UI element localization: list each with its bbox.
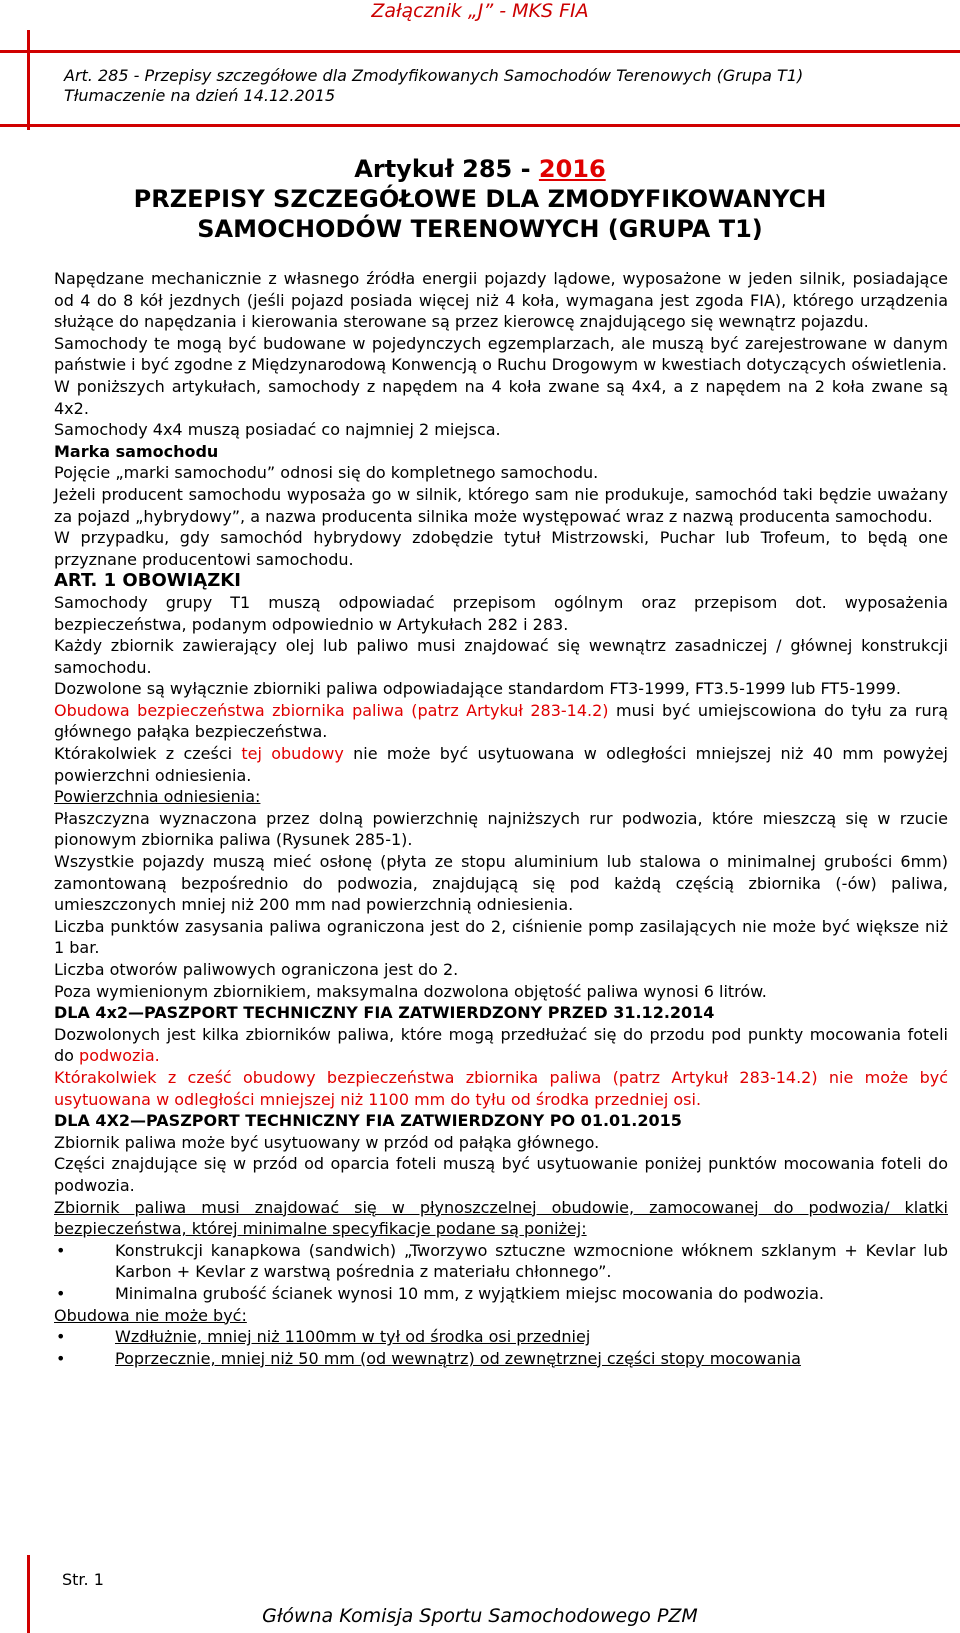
list-item-text: Minimalna grubość ścianek wynosi 10 mm, z wyjątkiem miejsc mocowania do podwozia. bbox=[115, 1283, 824, 1303]
paragraph: Samochody grupy T1 muszą odpowiadać przepisom ogólnym oraz przepisom dot. wyposażenia bezpieczeństwa, podanym odpowiednio w Artykułach 282 i 283. bbox=[54, 592, 948, 634]
paragraph: Części znajdujące się w przód od oparcia foteli muszą być usytuowanie poniżej punktów mocowania foteli do podwozia. bbox=[54, 1154, 948, 1195]
paragraph bbox=[54, 1024, 948, 1067]
text: Dozwolonych jest kilka zbiorników paliwa, które mogą przedłużać się do przodu pod punkty mocowania foteli do bbox=[54, 1024, 948, 1066]
paragraph: Płaszczyzna wyznaczona przez dolną powierzchnię najniższych rur podwozia, które mieszczą się w rzucie pionowym zbiornika paliwa (Rysunek 285-1). bbox=[54, 808, 948, 850]
paragraph: Samochody 4x4 muszą posiadać co najmniej 2 miejsca. bbox=[54, 420, 501, 440]
text: Którakolwiek z cześci bbox=[54, 744, 242, 764]
paragraph: Samochody te mogą być budowane w pojedynczych egzemplarzach, ale muszą być zarejestrowane w danym państwie i być zgodne z Międzynarodową Konwencją o Ruchu Drogowym w kwestiach dotyczących oświetlenia. bbox=[54, 333, 948, 375]
bullet-icon: • bbox=[56, 1283, 66, 1303]
title-line-2: PRZEPISY SZCZEGÓŁOWE DLA ZMODYFIKOWANYCH bbox=[133, 185, 827, 213]
list-item bbox=[54, 1348, 948, 1370]
section-heading-marka: Marka samochodu bbox=[54, 441, 219, 461]
paragraph-underlined: Zbiornik paliwa musi znajdować się w płynoszczelnej obudowie, zamocowanej do podwozia/ klatki bezpieczeństwa, której minimalne specyfikacje podane są poniżej: bbox=[54, 1197, 948, 1239]
left-rule bbox=[27, 30, 30, 130]
title-year: 2016 bbox=[538, 155, 606, 183]
paragraph bbox=[54, 743, 948, 786]
section-heading-4x2-before: DLA 4x2—PASZPORT TECHNICZNY FIA ZATWIERDZONY PRZED 31.12.2014 bbox=[54, 1003, 715, 1023]
paragraph: W poniższych artykułach, samochody z napędem na 4 koła zwane są 4x4, a z napędem na 2 koła zwane są 4x2. bbox=[54, 376, 948, 418]
document-title bbox=[0, 154, 960, 244]
article-body bbox=[54, 268, 948, 1369]
paragraph: Liczba otworów paliwowych ograniczona jest do 2. bbox=[54, 960, 459, 979]
list-item-text: Konstrukcji kanapkowa (sandwich) „Tworzywo sztuczne wzmocnione włóknem szklanym + Kevlar lub Karbon + Kevlar z warstwą pośrednia z materiału chłonnego”. bbox=[115, 1240, 948, 1282]
paragraph bbox=[54, 700, 948, 743]
paragraph: Każdy zbiornik zawierający olej lub paliwo musi znajdować się wewnątrz zasadniczej / głównej konstrukcji samochodu. bbox=[54, 636, 948, 677]
bullet-icon: • bbox=[56, 1327, 66, 1347]
paragraph: Poza wymienionym zbiornikiem, maksymalna dozwolona objętość paliwa wynosi 6 litrów. bbox=[54, 981, 767, 1001]
list-item-text: Poprzecznie, mniej niż 50 mm (od wewnątrz) od zewnętrznej części stopy mocowania bbox=[115, 1348, 801, 1368]
title-prefix: Artykuł 285 - bbox=[354, 155, 539, 183]
translation-date: Tłumaczenie na dzień 14.12.2015 bbox=[64, 86, 336, 105]
bullet-icon: • bbox=[56, 1348, 66, 1368]
section-heading-4x2-after: DLA 4X2—PASZPORT TECHNICZNY FIA ZATWIERDZONY PO 01.01.2015 bbox=[54, 1111, 682, 1131]
paragraph-red: Którakolwiek z cześć obudowy bezpieczeństwa zbiornika paliwa (patrz Artykuł 283-14.2) nie może być usytuowana w odległości mniejszej niż 1100 mm do tyłu od środka przedniej osi. bbox=[54, 1067, 948, 1109]
footer-text: Główna Komisja Sportu Samochodowego PZM bbox=[262, 1605, 698, 1627]
section-heading-art1: ART. 1 OBOWIĄZKI bbox=[54, 570, 241, 592]
paragraph: Pojęcie „marki samochodu” odnosi się do kompletnego samochodu. bbox=[54, 463, 599, 483]
red-text: Obudowa bezpieczeństwa zbiornika paliwa (patrz Artykuł 283-14.2) bbox=[54, 700, 609, 720]
paragraph: Dozwolone są wyłącznie zbiorniki paliwa odpowiadające standardom FT3-1999, FT3.5-1999 lub FT5-1999. bbox=[54, 679, 901, 699]
list-item bbox=[54, 1240, 948, 1283]
text: musi być umiejscowiona do tyłu za rurą głównego pałąka bezpieczeństwa. bbox=[54, 700, 949, 742]
paragraph: Jeżeli producent samochodu wyposaża go w silnik, którego sam nie produkuje, samochód taki będzie uważany za pojazd „hybrydowy”, a nazwa producenta silnika może występować wraz z nazwą producenta samochodu. bbox=[54, 484, 948, 526]
red-text: tej obudowy bbox=[241, 744, 344, 764]
list-item-text: Wzdłużnie, mniej niż 1100mm w tył od środka osi przedniej bbox=[115, 1327, 591, 1347]
section-heading-powierzchnia: Powierzchnia odniesienia: bbox=[54, 787, 261, 807]
article-line: Art. 285 - Przepisy szczegółowe dla Zmodyfikowanych Samochodów Terenowych (Grupa T1) bbox=[64, 66, 804, 85]
top-rule bbox=[0, 50, 960, 53]
header-rule bbox=[0, 124, 960, 127]
text: nie może być usytuowana w odległości mniejszej niż 40 mm powyżej powierzchni odniesienia. bbox=[54, 744, 949, 785]
paragraph: Zbiornik paliwa może być usytuowany w przód od pałąka głównego. bbox=[54, 1132, 600, 1152]
red-text: podwozia. bbox=[79, 1046, 160, 1066]
article-meta bbox=[64, 66, 803, 106]
list-item bbox=[54, 1326, 948, 1348]
bullet-icon: • bbox=[56, 1240, 66, 1260]
title-line-3: SAMOCHODÓW TERENOWYCH (GRUPA T1) bbox=[197, 215, 763, 243]
list-item bbox=[54, 1283, 948, 1305]
annex-title: Załącznik „J” - MKS FIA bbox=[371, 0, 589, 22]
page-number: Str. 1 bbox=[62, 1570, 104, 1589]
paragraph: Napędzane mechanicznie z własnego źródła energii pojazdy lądowe, wyposażone w jeden silnik, posiadające od 4 do 8 kół jezdnych (jeśli pojazd posiada więcej niż 4 koła, wymagana jest zgoda FIA), którego urządzenia służące do napędzania i kierowania sterowane są przez kierowcę znajdującego się wewnątrz pojazdu. bbox=[54, 269, 948, 332]
paragraph: Wszystkie pojazdy muszą mieć osłonę (płyta ze stopu aluminium lub stalowa o minimalnej grubości 6mm) zamontowaną bezpośrednio do podwozia, znajdującą się pod każdą częścią zbiornika (-ów) paliwa, umieszczonych mniej niż 200 mm nad powierzchnią odniesienia. bbox=[54, 852, 948, 915]
title-line-1 bbox=[0, 154, 960, 184]
paragraph: W przypadku, gdy samochód hybrydowy zdobędzie tytuł Mistrzowski, Puchar lub Trofeum, to będą one przyznane producentowi samochodu. bbox=[54, 528, 948, 569]
section-heading-obudowa: Obudowa nie może być: bbox=[54, 1305, 247, 1325]
paragraph: Liczba punktów zasysania paliwa ograniczona jest do 2, ciśnienie pomp zasilających nie może być większe niż 1 bar. bbox=[54, 916, 948, 958]
